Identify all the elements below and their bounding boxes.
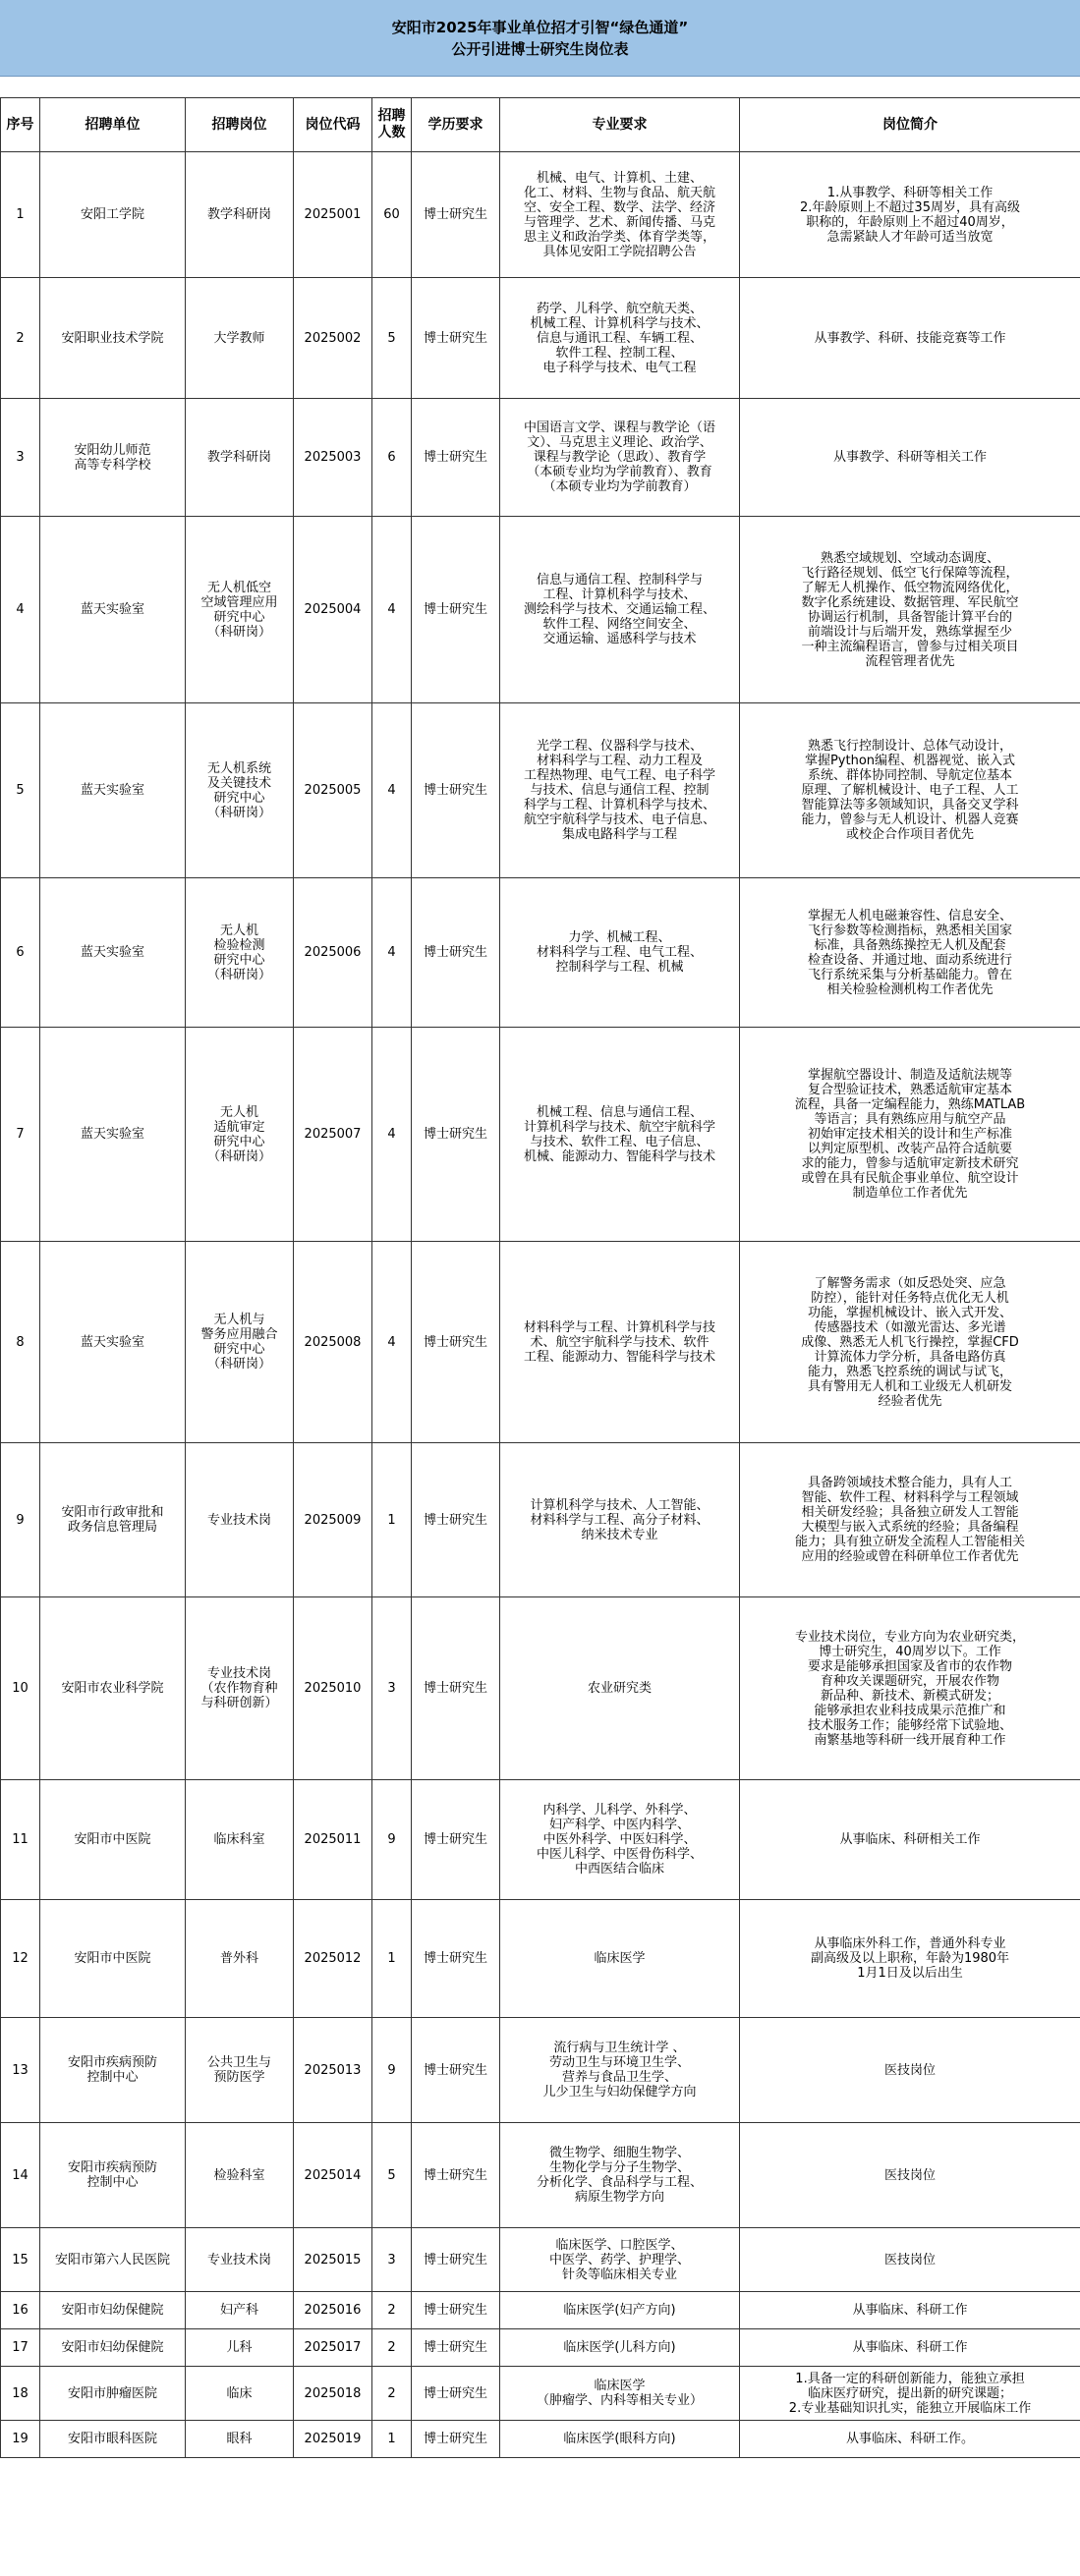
- cell-count: 4: [372, 1028, 412, 1242]
- cell-major: 内科学、儿科学、外科学、 妇产科学、中医内科学、 中医外科学、中医妇科学、 中医儿科学、中医骨伤科学、 中西医结合临床: [500, 1780, 740, 1900]
- cell-code: 2025001: [294, 152, 372, 278]
- cell-edu: 博士研究生: [412, 1900, 500, 2018]
- cell-count: 2: [372, 2329, 412, 2367]
- cell-code: 2025002: [294, 278, 372, 399]
- cell-count: 4: [372, 703, 412, 878]
- cell-edu: 博士研究生: [412, 399, 500, 517]
- cell-major: 临床医学 （肿瘤学、内科等相关专业）: [500, 2367, 740, 2421]
- cell-post: 专业技术岗 （农作物育种 与科研创新）: [186, 1597, 294, 1780]
- cell-post: 无人机系统 及关键技术 研究中心 （科研岗）: [186, 703, 294, 878]
- table-row: [1, 703, 1080, 878]
- cell-desc: 1.具备一定的科研创新能力，能独立承担 临床医疗研究，提出新的研究课题； 2.专业基础知识扎实，能独立开展临床工作: [740, 2367, 1080, 2421]
- cell-unit: 安阳市行政审批和 政务信息管理局: [40, 1443, 186, 1597]
- cell-no: 1: [1, 152, 40, 278]
- cell-no: 2: [1, 278, 40, 399]
- table-row: [1, 2329, 1080, 2367]
- cell-major: 机械工程、信息与通信工程、 计算机科学与技术、航空宇航科学 与技术、软件工程、电子信息、 机械、能源动力、智能科学与技术: [500, 1028, 740, 1242]
- cell-major: 材料科学与工程、计算机科学与技 术、航空宇航科学与技术、软件 工程、能源动力、智能科学与技术: [500, 1242, 740, 1443]
- cell-desc: 医技岗位: [740, 2123, 1080, 2228]
- header-post: 招聘岗位: [186, 98, 294, 152]
- table-row: [1, 1597, 1080, 1780]
- cell-no: 14: [1, 2123, 40, 2228]
- cell-desc: 从事临床外科工作，普通外科专业 副高级及以上职称，年龄为1980年 1月1日及以后出生: [740, 1900, 1080, 2018]
- cell-major: 临床医学(眼科方向): [500, 2421, 740, 2458]
- cell-count: 4: [372, 1242, 412, 1443]
- header-code: 岗位代码: [294, 98, 372, 152]
- cell-post: 教学科研岗: [186, 399, 294, 517]
- cell-major: 流行病与卫生统计学 、 劳动卫生与环境卫生学、 营养与食品卫生学、 儿少卫生与妇幼保健学方向: [500, 2018, 740, 2123]
- table-row: [1, 2018, 1080, 2123]
- cell-desc: 从事临床、科研相关工作: [740, 1780, 1080, 1900]
- cell-desc: 从事临床、科研工作: [740, 2292, 1080, 2329]
- table-row: [1, 278, 1080, 399]
- cell-unit: 安阳市眼科医院: [40, 2421, 186, 2458]
- header-major: 专业要求: [500, 98, 740, 152]
- cell-post: 无人机 检验检测 研究中心 （科研岗）: [186, 878, 294, 1028]
- cell-edu: 博士研究生: [412, 1597, 500, 1780]
- cell-count: 3: [372, 2228, 412, 2292]
- cell-post: 无人机与 警务应用融合 研究中心 （科研岗）: [186, 1242, 294, 1443]
- positions-table: [0, 97, 1080, 2458]
- header-unit: 招聘单位: [40, 98, 186, 152]
- table-row: [1, 1242, 1080, 1443]
- cell-no: 19: [1, 2421, 40, 2458]
- cell-code: 2025012: [294, 1900, 372, 2018]
- cell-post: 临床科室: [186, 1780, 294, 1900]
- cell-desc: 了解警务需求（如反恐处突、应急 防控），能针对任务特点优化无人机 功能，掌握机械设计、嵌入式开发、 传感器技术（如激光雷达、多光谱 成像、熟悉无人机飞行操控，掌握CFD 计算流体力学分析，具备电路仿真 能力，熟悉飞控系统的调试与试飞， 具有警用无人机和工业级无人机研发 经验者优先: [740, 1242, 1080, 1443]
- cell-post: 教学科研岗: [186, 152, 294, 278]
- cell-code: 2025019: [294, 2421, 372, 2458]
- cell-unit: 蓝天实验室: [40, 703, 186, 878]
- cell-major: 力学、机械工程、 材料科学与工程、电气工程、 控制科学与工程、机械: [500, 878, 740, 1028]
- cell-unit: 安阳市疾病预防 控制中心: [40, 2018, 186, 2123]
- cell-unit: 安阳市妇幼保健院: [40, 2292, 186, 2329]
- cell-code: 2025018: [294, 2367, 372, 2421]
- cell-major: 药学、儿科学、航空航天类、 机械工程、计算机科学与技术、 信息与通讯工程、车辆工程、 软件工程、控制工程、 电子科学与技术、电气工程: [500, 278, 740, 399]
- cell-no: 8: [1, 1242, 40, 1443]
- cell-unit: 蓝天实验室: [40, 878, 186, 1028]
- cell-post: 临床: [186, 2367, 294, 2421]
- cell-major: 中国语言文学、课程与教学论（语 文）、马克思主义理论、政治学、 课程与教学论（思政）、教育学 （本硕专业均为学前教育）、教育 （本硕专业均为学前教育）: [500, 399, 740, 517]
- cell-edu: 博士研究生: [412, 1028, 500, 1242]
- cell-edu: 博士研究生: [412, 703, 500, 878]
- cell-no: 6: [1, 878, 40, 1028]
- cell-post: 妇产科: [186, 2292, 294, 2329]
- cell-unit: 安阳幼儿师范 高等专科学校: [40, 399, 186, 517]
- cell-count: 2: [372, 2292, 412, 2329]
- cell-edu: 博士研究生: [412, 2018, 500, 2123]
- cell-code: 2025003: [294, 399, 372, 517]
- cell-count: 3: [372, 1597, 412, 1780]
- cell-no: 13: [1, 2018, 40, 2123]
- table-row: [1, 152, 1080, 278]
- cell-edu: 博士研究生: [412, 878, 500, 1028]
- cell-no: 11: [1, 1780, 40, 1900]
- cell-no: 3: [1, 399, 40, 517]
- cell-edu: 博士研究生: [412, 278, 500, 399]
- cell-count: 9: [372, 2018, 412, 2123]
- table-row: [1, 517, 1080, 703]
- title-banner: [0, 0, 1080, 77]
- cell-count: 4: [372, 878, 412, 1028]
- cell-desc: 掌握无人机电磁兼容性、信息安全、 飞行参数等检测指标，熟悉相关国家 标准，具备熟练操控无人机及配套 检查设备、并通过地、面动系统进行 飞行系统采集与分析基础能力。曾在 相关检验检测机构工作者优先: [740, 878, 1080, 1028]
- cell-no: 16: [1, 2292, 40, 2329]
- cell-count: 2: [372, 2367, 412, 2421]
- cell-no: 9: [1, 1443, 40, 1597]
- cell-desc: 从事临床、科研工作: [740, 2329, 1080, 2367]
- cell-code: 2025004: [294, 517, 372, 703]
- cell-desc: 从事教学、科研、技能竞赛等工作: [740, 278, 1080, 399]
- cell-major: 临床医学: [500, 1900, 740, 2018]
- title-line-2: 公开引进博士研究生岗位表: [451, 39, 629, 58]
- table-body: [1, 152, 1080, 2458]
- header-desc: 岗位简介: [740, 98, 1080, 152]
- cell-edu: 博士研究生: [412, 2421, 500, 2458]
- cell-no: 15: [1, 2228, 40, 2292]
- cell-post: 普外科: [186, 1900, 294, 2018]
- cell-edu: 博士研究生: [412, 2367, 500, 2421]
- cell-code: 2025014: [294, 2123, 372, 2228]
- cell-edu: 博士研究生: [412, 2228, 500, 2292]
- cell-code: 2025006: [294, 878, 372, 1028]
- cell-desc: 从事临床、科研工作。: [740, 2421, 1080, 2458]
- table-row: [1, 2292, 1080, 2329]
- cell-post: 专业技术岗: [186, 2228, 294, 2292]
- cell-post: 无人机 适航审定 研究中心 （科研岗）: [186, 1028, 294, 1242]
- cell-major: 临床医学、口腔医学、 中医学、药学、护理学、 针灸等临床相关专业: [500, 2228, 740, 2292]
- header-no: 序号: [1, 98, 40, 152]
- cell-major: 农业研究类: [500, 1597, 740, 1780]
- cell-unit: 安阳市妇幼保健院: [40, 2329, 186, 2367]
- cell-edu: 博士研究生: [412, 2292, 500, 2329]
- table-row: [1, 2367, 1080, 2421]
- cell-count: 1: [372, 2421, 412, 2458]
- cell-post: 儿科: [186, 2329, 294, 2367]
- cell-unit: 安阳市肿瘤医院: [40, 2367, 186, 2421]
- cell-desc: 熟悉空域规划、空域动态调度、 飞行路径规划、低空飞行保障等流程， 了解无人机操作、低空物流网络优化， 数字化系统建设、数据管理、军民航空 协调运行机制，具备智能计算平台的 前端设计与后端开发，熟练掌握至少 一种主流编程语言，曾参与过相关项目 流程管理者优先: [740, 517, 1080, 703]
- cell-code: 2025005: [294, 703, 372, 878]
- cell-count: 5: [372, 278, 412, 399]
- cell-unit: 安阳职业技术学院: [40, 278, 186, 399]
- cell-edu: 博士研究生: [412, 1242, 500, 1443]
- cell-no: 7: [1, 1028, 40, 1242]
- cell-desc: 1.从事教学、科研等相关工作 2.年龄原则上不超过35周岁，具有高级 职称的，年龄原则上不超过40周岁， 急需紧缺人才年龄可适当放宽: [740, 152, 1080, 278]
- cell-unit: 安阳市疾病预防 控制中心: [40, 2123, 186, 2228]
- cell-post: 专业技术岗: [186, 1443, 294, 1597]
- cell-no: 17: [1, 2329, 40, 2367]
- cell-code: 2025009: [294, 1443, 372, 1597]
- cell-no: 5: [1, 703, 40, 878]
- table-row: [1, 1443, 1080, 1597]
- cell-no: 18: [1, 2367, 40, 2421]
- cell-edu: 博士研究生: [412, 2123, 500, 2228]
- cell-unit: 蓝天实验室: [40, 1028, 186, 1242]
- cell-code: 2025015: [294, 2228, 372, 2292]
- title-line-1: 安阳市2025年事业单位招才引智“绿色通道”: [391, 18, 689, 36]
- cell-no: 12: [1, 1900, 40, 2018]
- cell-desc: 医技岗位: [740, 2228, 1080, 2292]
- cell-post: 公共卫生与 预防医学: [186, 2018, 294, 2123]
- cell-count: 5: [372, 2123, 412, 2228]
- cell-code: 2025008: [294, 1242, 372, 1443]
- cell-unit: 安阳工学院: [40, 152, 186, 278]
- cell-count: 60: [372, 152, 412, 278]
- cell-edu: 博士研究生: [412, 517, 500, 703]
- cell-unit: 安阳市农业科学院: [40, 1597, 186, 1780]
- cell-unit: 安阳市第六人民医院: [40, 2228, 186, 2292]
- cell-count: 1: [372, 1443, 412, 1597]
- cell-major: 临床医学(儿科方向): [500, 2329, 740, 2367]
- cell-desc: 熟悉飞行控制设计、总体气动设计， 掌握Python编程、机器视觉、嵌入式 系统、群体协同控制、导航定位基本 原理、了解机械设计、电子工程、人工 智能算法等多领域知识，具备交叉学科 能力，曾参与无人机设计、机器人竞赛 或校企合作项目者优先: [740, 703, 1080, 878]
- cell-code: 2025013: [294, 2018, 372, 2123]
- header-count: 招聘 人数: [372, 98, 412, 152]
- cell-desc: 医技岗位: [740, 2018, 1080, 2123]
- header-row: [1, 98, 1080, 152]
- cell-major: 微生物学、细胞生物学、 生物化学与分子生物学、 分析化学、食品科学与工程、 病原生物学方向: [500, 2123, 740, 2228]
- cell-no: 4: [1, 517, 40, 703]
- table-row: [1, 2228, 1080, 2292]
- cell-major: 计算机科学与技术、人工智能、 材料科学与工程、高分子材料、 纳米技术专业: [500, 1443, 740, 1597]
- cell-unit: 安阳市中医院: [40, 1780, 186, 1900]
- cell-post: 眼科: [186, 2421, 294, 2458]
- table-row: [1, 1028, 1080, 1242]
- cell-count: 4: [372, 517, 412, 703]
- cell-post: 大学教师: [186, 278, 294, 399]
- cell-count: 9: [372, 1780, 412, 1900]
- table-row: [1, 2123, 1080, 2228]
- table-row: [1, 878, 1080, 1028]
- cell-desc: 具备跨领域技术整合能力，具有人工 智能、软件工程、材料科学与工程领域 相关研发经验；具备独立研发人工智能 大模型与嵌入式系统的经验；具备编程 能力；具有独立研发全流程人工智能相关 应用的经验或曾在科研单位工作者优先: [740, 1443, 1080, 1597]
- cell-code: 2025017: [294, 2329, 372, 2367]
- table-row: [1, 2421, 1080, 2458]
- cell-edu: 博士研究生: [412, 1780, 500, 1900]
- cell-unit: 蓝天实验室: [40, 517, 186, 703]
- cell-major: 信息与通信工程、控制科学与 工程、计算机科学与技术、 测绘科学与技术、交通运输工程、 软件工程、网络空间安全、 交通运输、遥感科学与技术: [500, 517, 740, 703]
- cell-code: 2025010: [294, 1597, 372, 1780]
- cell-edu: 博士研究生: [412, 2329, 500, 2367]
- cell-code: 2025011: [294, 1780, 372, 1900]
- header-edu: 学历要求: [412, 98, 500, 152]
- cell-count: 1: [372, 1900, 412, 2018]
- cell-major: 光学工程、仪器科学与技术、 材料科学与工程、动力工程及 工程热物理、电气工程、电子科学 与技术、信息与通信工程、控制 科学与工程、计算机科学与技术、 航空宇航科学与技术、电子信息、 集成电路科学与工程: [500, 703, 740, 878]
- cell-desc: 从事教学、科研等相关工作: [740, 399, 1080, 517]
- cell-desc: 专业技术岗位，专业方向为农业研究类， 博士研究生，40周岁以下。工作 要求是能够承担国家及省市的农作物 育种攻关课题研究，开展农作物 新品种、新技术、新模式研发； 能够承担农业科技成果示范推广和 技术服务工作；能够经常下试验地、 南繁基地等科研一线开展育种工作: [740, 1597, 1080, 1780]
- cell-edu: 博士研究生: [412, 152, 500, 278]
- cell-code: 2025016: [294, 2292, 372, 2329]
- cell-count: 6: [372, 399, 412, 517]
- cell-unit: 安阳市中医院: [40, 1900, 186, 2018]
- cell-no: 10: [1, 1597, 40, 1780]
- table-row: [1, 1900, 1080, 2018]
- table-row: [1, 399, 1080, 517]
- cell-edu: 博士研究生: [412, 1443, 500, 1597]
- cell-desc: 掌握航空器设计、制造及适航法规等 复合型验证技术，熟悉适航审定基本 流程，具备一定编程能力，熟练MATLAB 等语言；具有熟练应用与航空产品 初始审定技术相关的设计和生产标准 以判定原型机、改装产品符合适航要 求的能力，曾参与适航审定新技术研究 或曾在具有民航企事业单位、航空设计 制造单位工作者优先: [740, 1028, 1080, 1242]
- cell-major: 机械、电气、计算机、土建、 化工、材料、生物与食品、航天航 空、安全工程、数学、法学、经济 与管理学、艺术、新闻传播、马克 思主义和政治学类、体育学类等， 具体见安阳工学院招聘公告: [500, 152, 740, 278]
- cell-post: 无人机低空 空域管理应用 研究中心 （科研岗）: [186, 517, 294, 703]
- cell-code: 2025007: [294, 1028, 372, 1242]
- cell-post: 检验科室: [186, 2123, 294, 2228]
- cell-major: 临床医学(妇产方向): [500, 2292, 740, 2329]
- table-row: [1, 1780, 1080, 1900]
- cell-unit: 蓝天实验室: [40, 1242, 186, 1443]
